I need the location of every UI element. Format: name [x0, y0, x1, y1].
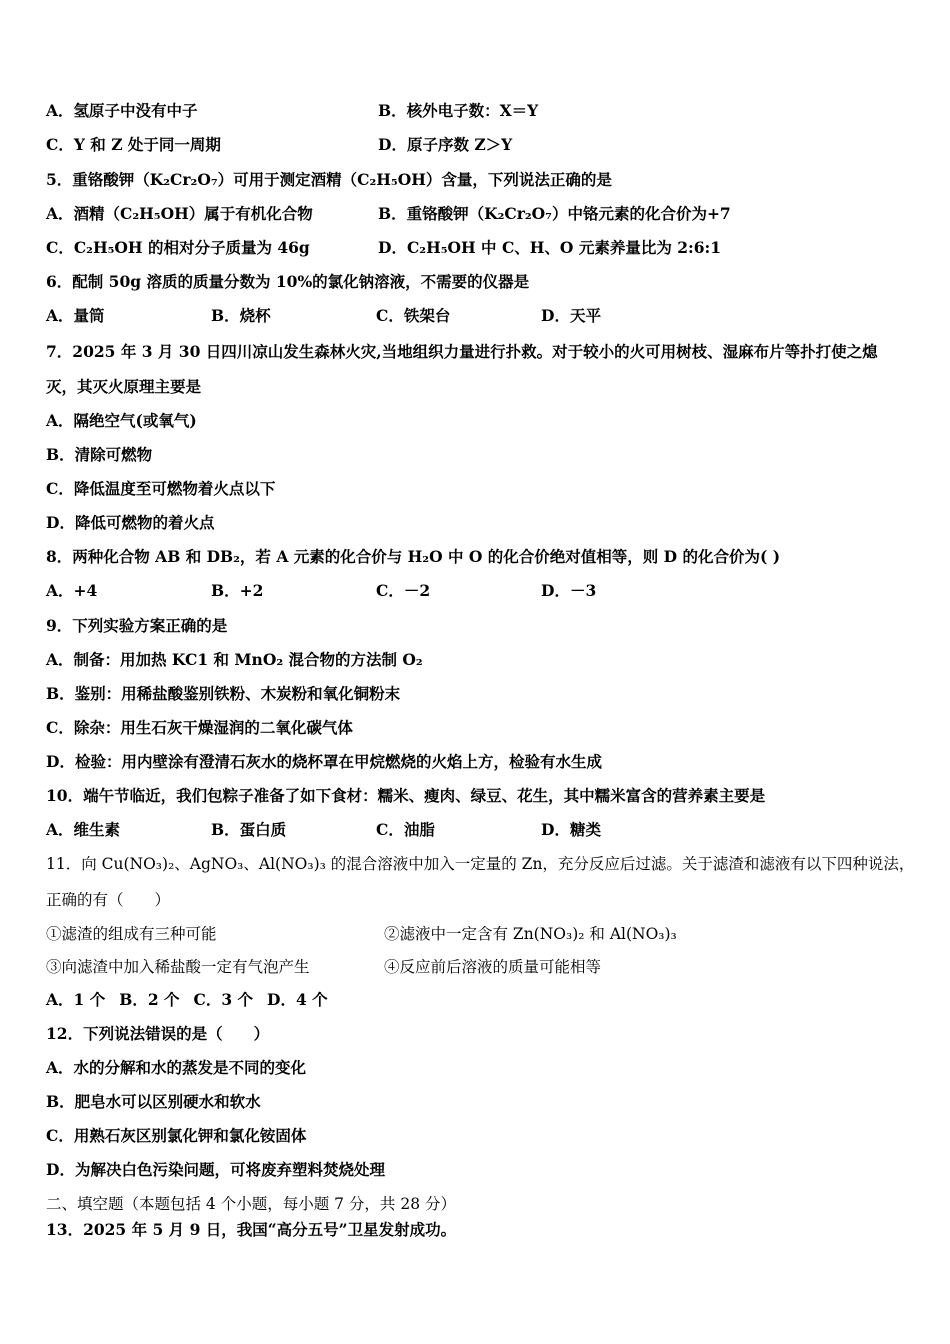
q12-option-a: A．水的分解和水的蒸发是不同的变化	[46, 1058, 307, 1077]
q10-option-a: A．维生素	[46, 820, 121, 839]
q7-option-c: C．降低温度至可燃物着火点以下	[46, 479, 276, 498]
q11-statement-1: ①滤渣的组成有三种可能	[46, 925, 217, 943]
q12-option-c: C．用熟石灰区别氯化钾和氯化铵固体	[46, 1126, 307, 1145]
q10-option-c: C．油脂	[376, 820, 435, 839]
q8-options	[46, 581, 596, 601]
q11-option-d: D．4 个	[267, 990, 328, 1009]
q8-option-a: A．+4	[46, 581, 98, 600]
q10-option-b: B．蛋白质	[211, 820, 287, 839]
q9-option-a: A．制备：用加热 KC1 和 MnO₂ 混合物的方法制 O₂	[46, 650, 423, 669]
q8-stem: 8．两种化合物 AB 和 DB₂，若 A 元素的化合价与 H₂O 中 O 的化合价绝对值相等，则 D 的化合价为( )	[46, 547, 781, 566]
q8-option-b: B．+2	[211, 581, 264, 600]
q6-option-b: B．烧杯	[211, 306, 271, 325]
section-heading: 二、填空题（本题包括 4 个小题，每小题 7 分，共 28 分）	[46, 1195, 457, 1213]
q12-stem: 12．下列说法错误的是（ ）	[46, 1024, 270, 1043]
q9-option-d: D．检验：用内壁涂有澄清石灰水的烧杯罩在甲烷燃烧的火焰上方，检验有水生成	[46, 752, 602, 771]
q11-statement-2: ②滤液中一定含有 Zn(NO₃)₂ 和 Al(NO₃)₃	[384, 925, 677, 943]
q9-option-b: B．鉴别：用稀盐酸鉴别铁粉、木炭粉和氧化铜粉末	[46, 684, 401, 703]
q10-option-d: D．糖类	[541, 820, 601, 839]
q12-option-b: B．肥皂水可以区别硬水和软水	[46, 1092, 261, 1111]
q4-option-a: A．氢原子中没有中子	[46, 101, 198, 120]
q4-option-c: C．Y 和 Z 处于同一周期	[46, 135, 221, 154]
q11-stem-line1: 11．向 Cu(NO₃)₂、AgNO₃、Al(NO₃)₃ 的混合溶液中加入一定量的 Zn，充分反应后过滤。关于滤渣和滤液有以下四种说法，	[46, 855, 915, 873]
q12-option-d: D．为解决白色污染问题，可将废弃塑料焚烧处理	[46, 1160, 385, 1179]
q5-option-d: D．C₂H₅OH 中 C、H、O 元素养量比为 2:6:1	[378, 238, 722, 257]
q8-option-c: C．－2	[376, 581, 431, 600]
q7-option-d: D．降低可燃物的着火点	[46, 513, 215, 532]
q7-option-b: B．清除可燃物	[46, 445, 153, 464]
q9-option-c: C．除杂：用生石灰干燥湿润的二氧化碳气体	[46, 718, 353, 737]
q11-options	[46, 990, 328, 1010]
q6-options	[46, 306, 601, 326]
q13-stem: 13．2025 年 5 月 9 日，我国“高分五号”卫星发射成功。	[46, 1220, 457, 1239]
q9-stem: 9．下列实验方案正确的是	[46, 616, 228, 635]
q5-option-c: C．C₂H₅OH 的相对分子质量为 46g	[46, 238, 310, 257]
q8-option-d: D．－3	[541, 581, 597, 600]
q11-stem-line2: 正确的有（ ）	[46, 891, 171, 909]
q11-statement-3: ③向滤渣中加入稀盐酸一定有气泡产生	[46, 958, 310, 976]
q10-stem: 10．端午节临近，我们包粽子准备了如下食材：糯米、瘦肉、绿豆、花生，其中糯米富含的营养素主要是	[46, 786, 766, 805]
q11-option-c: C．3 个	[193, 990, 254, 1009]
q7-option-a: A．隔绝空气(或氧气)	[46, 411, 197, 430]
q7-stem-line2: 灭，其灭火原理主要是	[46, 377, 202, 396]
q4-option-b: B．核外电子数：X＝Y	[378, 101, 539, 120]
q11-option-a: A．1 个	[46, 990, 106, 1009]
q11-statement-4: ④反应前后溶液的质量可能相等	[384, 958, 602, 976]
q6-stem: 6．配制 50g 溶质的质量分数为 10%的氯化钠溶液，不需要的仪器是	[46, 272, 530, 291]
q5-option-a: A．酒精（C₂H₅OH）属于有机化合物	[46, 204, 313, 223]
q10-options	[46, 820, 601, 840]
q5-stem: 5．重铬酸钾（K₂Cr₂O₇）可用于测定酒精（C₂H₅OH）含量，下列说法正确的是	[46, 170, 612, 189]
q6-option-c: C．铁架台	[376, 306, 451, 325]
q7-stem-line1: 7．2025 年 3 月 30 日四川凉山发生森林火灾,当地组织力量进行扑救。对于较小的火可用树枝、湿麻布片等扑打使之熄	[46, 342, 878, 361]
q5-option-b: B．重铬酸钾（K₂Cr₂O₇）中铬元素的化合价为+7	[378, 204, 731, 223]
q4-option-d: D．原子序数 Z＞Y	[378, 135, 513, 154]
q6-option-a: A．量筒	[46, 306, 105, 325]
q11-option-b: B．2 个	[119, 990, 180, 1009]
q6-option-d: D．天平	[541, 306, 601, 325]
